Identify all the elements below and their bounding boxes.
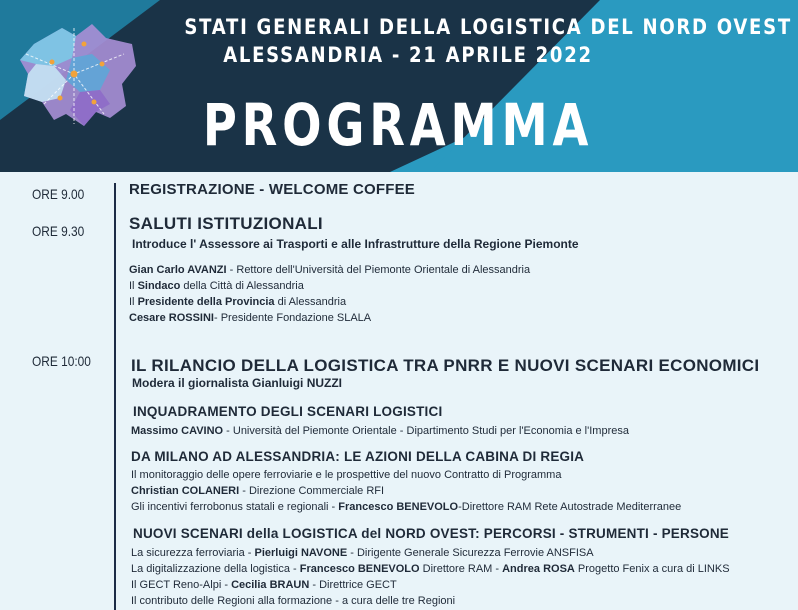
session-intro: Introduce l' Assessore ai Trasporti e alle Infrastrutture della Regione Piemonte (132, 237, 579, 251)
speaker-line: Il Presidente della Provincia di Alessandria (129, 296, 347, 308)
event-location-date: ALESSANDRIA - 21 APRILE 2022 (223, 43, 593, 67)
speaker-line: Il GECT Reno-Alpi - Cecilia BRAUN - Direttrice GECT (131, 579, 397, 591)
speaker-line: Il contributo delle Regioni alla formazione - a cura delle tre Regioni (131, 595, 456, 607)
section-lines (131, 545, 730, 609)
section-lines (131, 423, 629, 439)
speaker-line: Massimo CAVINO - Università del Piemonte Orientale - Dipartimento Studi per l'Economia e l'Impresa (131, 425, 629, 437)
page-title: PROGRAMMA (202, 91, 594, 159)
section-title: DA MILANO AD ALESSANDRIA: LE AZIONI DELLA CABINA DI REGIA (131, 449, 585, 464)
northwest-italy-map-icon (14, 14, 144, 132)
session-intro: Modera il giornalista Gianluigi NUZZI (132, 376, 343, 390)
timeline-divider (114, 183, 116, 610)
speaker-line: Il Sindaco della Città di Alessandria (129, 280, 304, 292)
event-title: STATI GENERALI DELLA LOGISTICA DEL NORD OVEST (184, 15, 792, 39)
session-heading: SALUTI ISTITUZIONALI (129, 214, 323, 233)
time-label: ORE 9.00 (32, 186, 85, 202)
speaker-line: Il monitoraggio delle opere ferroviarie e le prospettive del nuovo Contratto di Programma (131, 469, 562, 481)
speaker-line: Gli incentivi ferrobonus statali e regionali - Francesco BENEVOLO-Direttore RAM Rete Autostrade Mediterranee (131, 501, 682, 513)
speaker-line: Christian COLANERI - Direzione Commerciale RFI (131, 485, 385, 497)
section-lines (131, 467, 681, 515)
section-title: NUOVI SCENARI della LOGISTICA del NORD OVEST: PERCORSI - STRUMENTI - PERSONE (133, 526, 730, 541)
speaker-line: La digitalizzazione della logistica - Francesco BENEVOLO Direttore RAM - Andrea ROSA Progetto Fenix a cura di LINKS (131, 563, 730, 575)
session-heading: IL RILANCIO DELLA LOGISTICA TRA PNRR E NUOVI SCENARI ECONOMICI (131, 356, 760, 375)
speaker-line: La sicurezza ferroviaria - Pierluigi NAVONE - Dirigente Generale Sicurezza Ferrovie ANSFISA (131, 547, 594, 559)
header-banner (0, 0, 798, 172)
speaker-line: Cesare ROSSINI- Presidente Fondazione SLALA (129, 312, 372, 324)
section-title: INQUADRAMENTO DEGLI SCENARI LOGISTICI (133, 404, 443, 419)
speaker-list (129, 262, 530, 326)
time-label: ORE 9.30 (32, 223, 85, 239)
speaker-line: Gian Carlo AVANZI - Rettore dell'Università del Piemonte Orientale di Alessandria (129, 264, 531, 276)
time-label: ORE 10:00 (32, 353, 91, 369)
session-heading: REGISTRAZIONE - WELCOME COFFEE (129, 181, 415, 198)
